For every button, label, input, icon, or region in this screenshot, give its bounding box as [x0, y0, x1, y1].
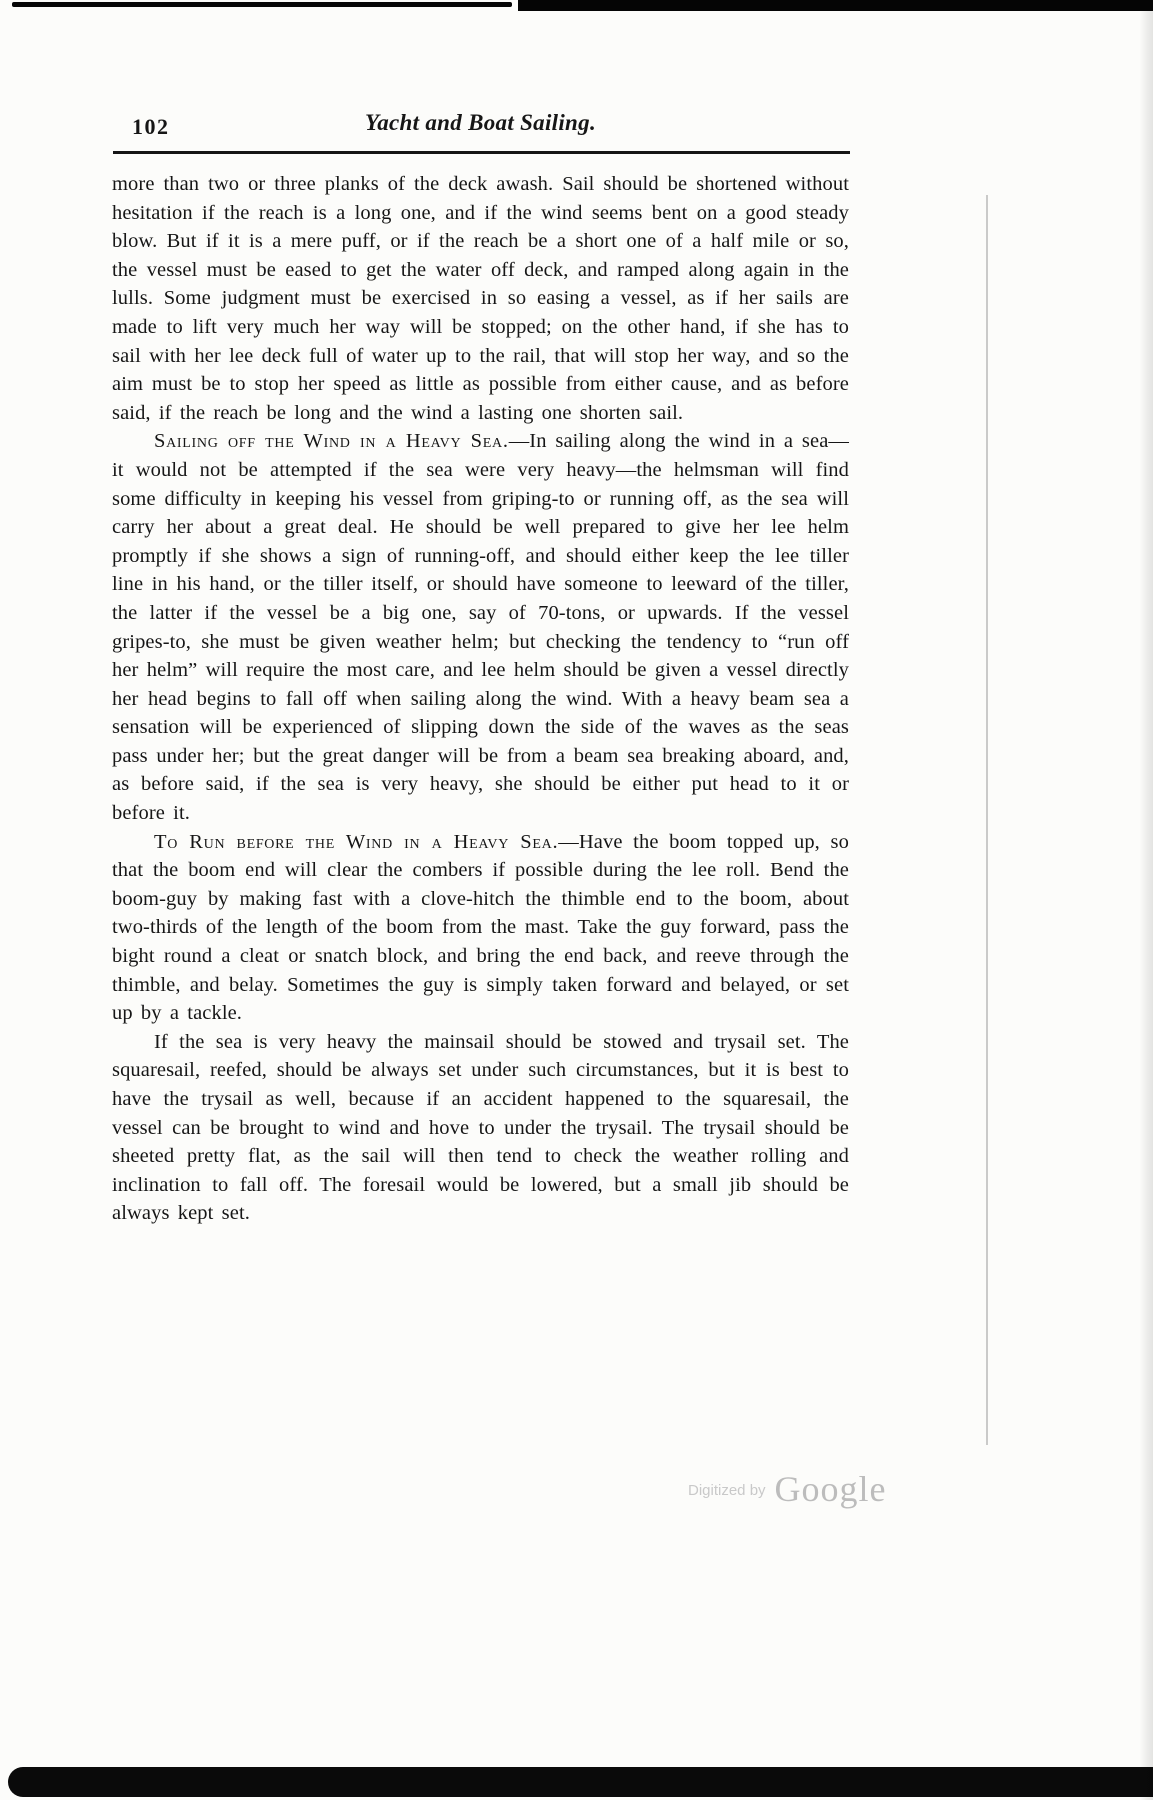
page-gutter-line [986, 195, 988, 1445]
google-watermark [688, 1468, 887, 1510]
paragraph-1: more than two or three planks of the deck awash. Sail should be shortened without hesitation if the reach is a long one, and if the wind seems bent on a good steady blow. But if it is a mere puff, or if the reach be a short one of a half mile or so, the vessel must be eased to get the water off deck, and ramped along again in the lulls. Some judgment must be exercised in so easing a vessel, as if her sails are made to lift very much her way will be stopped; on the other hand, if she has to sail with her lee deck full of water up to the rail, that will stop her way, and so the aim must be to stop her speed as little as possible from either cause, and as before said, if the reach be long and the wind a lasting one shorten sail. [112, 173, 849, 424]
section-heading: Sailing off the Wind in a Heavy Sea. [154, 430, 509, 453]
scan-edge-bottom [8, 1767, 1153, 1797]
section-heading: To Run before the Wind in a Heavy Sea. [154, 830, 559, 853]
paragraph-3: To Run before the Wind in a Heavy Sea.—Have the boom topped up, so that the boom end will clear the combers if possible during the lee roll. Bend the boom-guy by making fast with a clove-hitch the thimble end to the boom, about two-thirds of the length of the boom from the mast. Take the guy forward, pass the bight round a cleat or snatch block, and bring the end back, and reeve through the thimble, and belay. Sometimes the guy is simply taken forward and belayed, or set up by a tackle. [112, 830, 849, 1025]
running-title: Yacht and Boat Sailing. [364, 110, 596, 135]
scan-edge-top-left [12, 2, 512, 7]
scan-edge-top-right [518, 0, 1153, 11]
text-block [112, 170, 849, 1228]
page-number: 102 [132, 114, 170, 139]
page-edge-shadow [1139, 0, 1153, 1800]
google-logo: Google [774, 1469, 887, 1509]
header-rule [113, 151, 850, 154]
page-header [112, 110, 849, 144]
watermark-prefix: Digitized by [688, 1482, 766, 1499]
paragraph-4: If the sea is very heavy the mainsail should be stowed and trysail set. The squaresail, reefed, should be always set under such circumstances, but it is best to have the trysail as well, because if an accident happened to the squaresail, the vessel can be brought to wind and hove to under the trysail. The trysail should be sheeted pretty flat, as the sail will then tend to check the weather rolling and inclination to fall off. The foresail would be lowered, but a small jib should be always kept set. [112, 1030, 849, 1225]
paragraph-2: Sailing off the Wind in a Heavy Sea.—In sailing along the wind in a sea—it would not be attempted if the sea were very heavy—the helmsman will find some difficulty in keeping his vessel from griping-to or running off, as the sea will carry her about a great deal. He should be well prepared to give her lee helm promptly if she shows a sign of running-off, and should either keep the lee tiller line in his hand, or the tiller itself, or should have someone to leeward of the tiller, the latter if the vessel be a big one, say of 70-tons, or upwards. If the vessel gripes-to, she must be given weather helm; but checking the tendency to “run off her helm” will require the most care, and lee helm should be given a vessel directly her head begins to fall off when sailing along the wind. With a heavy beam sea a sensation will be experienced of slipping down the side of the waves as the seas pass under her; but the great danger will be from a beam sea breaking aboard, and, as before said, if the sea is very heavy, she should be either put head to it or before it. [112, 430, 849, 825]
